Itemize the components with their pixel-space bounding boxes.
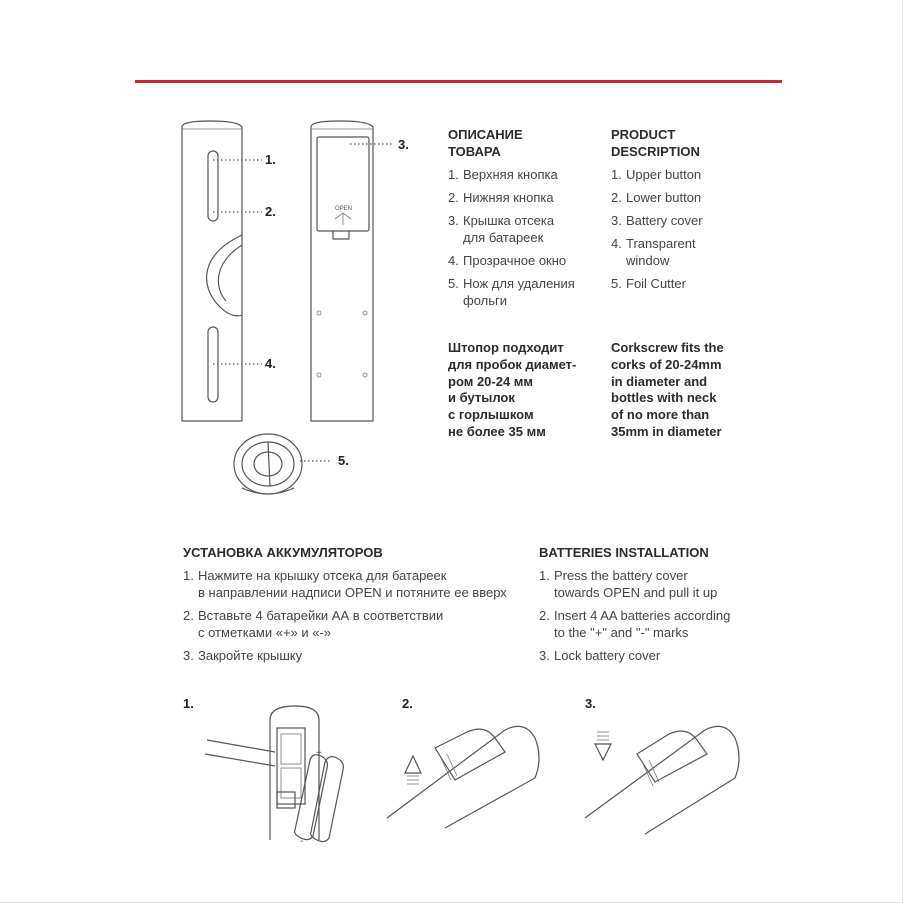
step-3-illustration bbox=[575, 718, 745, 838]
en-description-heading: PRODUCT DESCRIPTION bbox=[611, 127, 700, 159]
list-item bbox=[183, 567, 523, 601]
list-item bbox=[539, 567, 769, 601]
open-label: OPEN bbox=[335, 206, 353, 212]
callout-3: 3. bbox=[398, 137, 409, 152]
list-item-number: 5. bbox=[611, 276, 622, 291]
list-item-text: Верхняя кнопка bbox=[463, 167, 558, 182]
list-item-text: Lower button bbox=[626, 190, 702, 205]
list-item bbox=[448, 275, 598, 309]
list-item-text: Transparent window bbox=[626, 236, 696, 268]
step-2-illustration bbox=[385, 718, 545, 828]
list-item bbox=[611, 235, 761, 269]
step-2-number: 2. bbox=[402, 696, 413, 711]
list-item bbox=[539, 607, 769, 641]
list-item-number: 1. bbox=[183, 568, 194, 583]
list-item-text: Upper button bbox=[626, 167, 702, 182]
step-1-minus-mark: - bbox=[300, 836, 304, 847]
ru-install-heading: УСТАНОВКА АККУМУЛЯТОРОВ bbox=[183, 545, 383, 560]
list-item-number: 1. bbox=[611, 167, 622, 182]
list-item-text: Нож для удаления фольги bbox=[463, 276, 575, 308]
ru-fit-note: Штопор подходит для пробок диамет- ром 20-24 мм и бутылок с горлышком не более 35 мм bbox=[448, 340, 577, 439]
list-item-number: 2. bbox=[448, 190, 459, 205]
list-item-number: 5. bbox=[448, 276, 459, 291]
list-item-number: 3. bbox=[539, 648, 550, 663]
en-install-list bbox=[539, 567, 769, 670]
list-item bbox=[611, 212, 761, 229]
list-item bbox=[183, 607, 523, 641]
list-item bbox=[611, 166, 761, 183]
ru-install-list bbox=[183, 567, 523, 670]
list-item bbox=[448, 189, 598, 206]
list-item-number: 2. bbox=[539, 608, 550, 623]
callout-5: 5. bbox=[338, 453, 349, 468]
callout-2: 2. bbox=[265, 204, 276, 219]
ru-description-heading: ОПИСАНИЕ ТОВАРА bbox=[448, 127, 523, 159]
list-item-number: 2. bbox=[611, 190, 622, 205]
step-3-number: 3. bbox=[585, 696, 596, 711]
en-fit-note: Corkscrew fits the corks of 20-24mm in diameter and bottles with neck of no more than 35mm in diameter bbox=[611, 340, 724, 439]
list-item-text: Нажмите на крышку отсека для батареек в направлении надписи OPEN и потяните ее вверх bbox=[198, 568, 507, 600]
list-item bbox=[448, 252, 598, 269]
list-item-text: Press the battery cover towards OPEN and pull it up bbox=[554, 568, 718, 600]
list-item bbox=[611, 275, 761, 292]
list-item-number: 3. bbox=[448, 213, 459, 228]
list-item-number: 4. bbox=[448, 253, 459, 268]
list-item-number: 2. bbox=[183, 608, 194, 623]
list-item-number: 3. bbox=[611, 213, 622, 228]
en-install-heading: BATTERIES INSTALLATION bbox=[539, 545, 709, 560]
callout-4: 4. bbox=[265, 356, 276, 371]
list-item-text: Foil Cutter bbox=[626, 276, 686, 291]
list-item bbox=[183, 647, 523, 664]
step-1-illustration bbox=[195, 700, 365, 850]
list-item-text: Battery cover bbox=[626, 213, 703, 228]
list-item bbox=[448, 166, 598, 183]
list-item-text: Вставьте 4 батарейки АА в соответствии с отметками «+» и «-» bbox=[198, 608, 444, 640]
list-item-text: Insert 4 AA batteries according to the "+" and "-" marks bbox=[554, 608, 731, 640]
en-description-list bbox=[611, 166, 761, 298]
list-item-text: Закройте крышку bbox=[198, 648, 303, 663]
list-item-number: 3. bbox=[183, 648, 194, 663]
step-1-plus-mark: + bbox=[316, 748, 322, 759]
ru-description-list bbox=[448, 166, 598, 315]
list-item-text: Нижняя кнопка bbox=[463, 190, 554, 205]
list-item-number: 4. bbox=[611, 236, 622, 251]
list-item bbox=[539, 647, 769, 664]
list-item-number: 1. bbox=[448, 167, 459, 182]
list-item bbox=[448, 212, 598, 246]
list-item-text: Прозрачное окно bbox=[463, 253, 567, 268]
callout-1: 1. bbox=[265, 152, 276, 167]
step-1-number: 1. bbox=[183, 696, 194, 711]
list-item-text: Lock battery cover bbox=[554, 648, 661, 663]
list-item bbox=[611, 189, 761, 206]
list-item-text: Крышка отсека для батареек bbox=[463, 213, 555, 245]
list-item-number: 1. bbox=[539, 568, 550, 583]
